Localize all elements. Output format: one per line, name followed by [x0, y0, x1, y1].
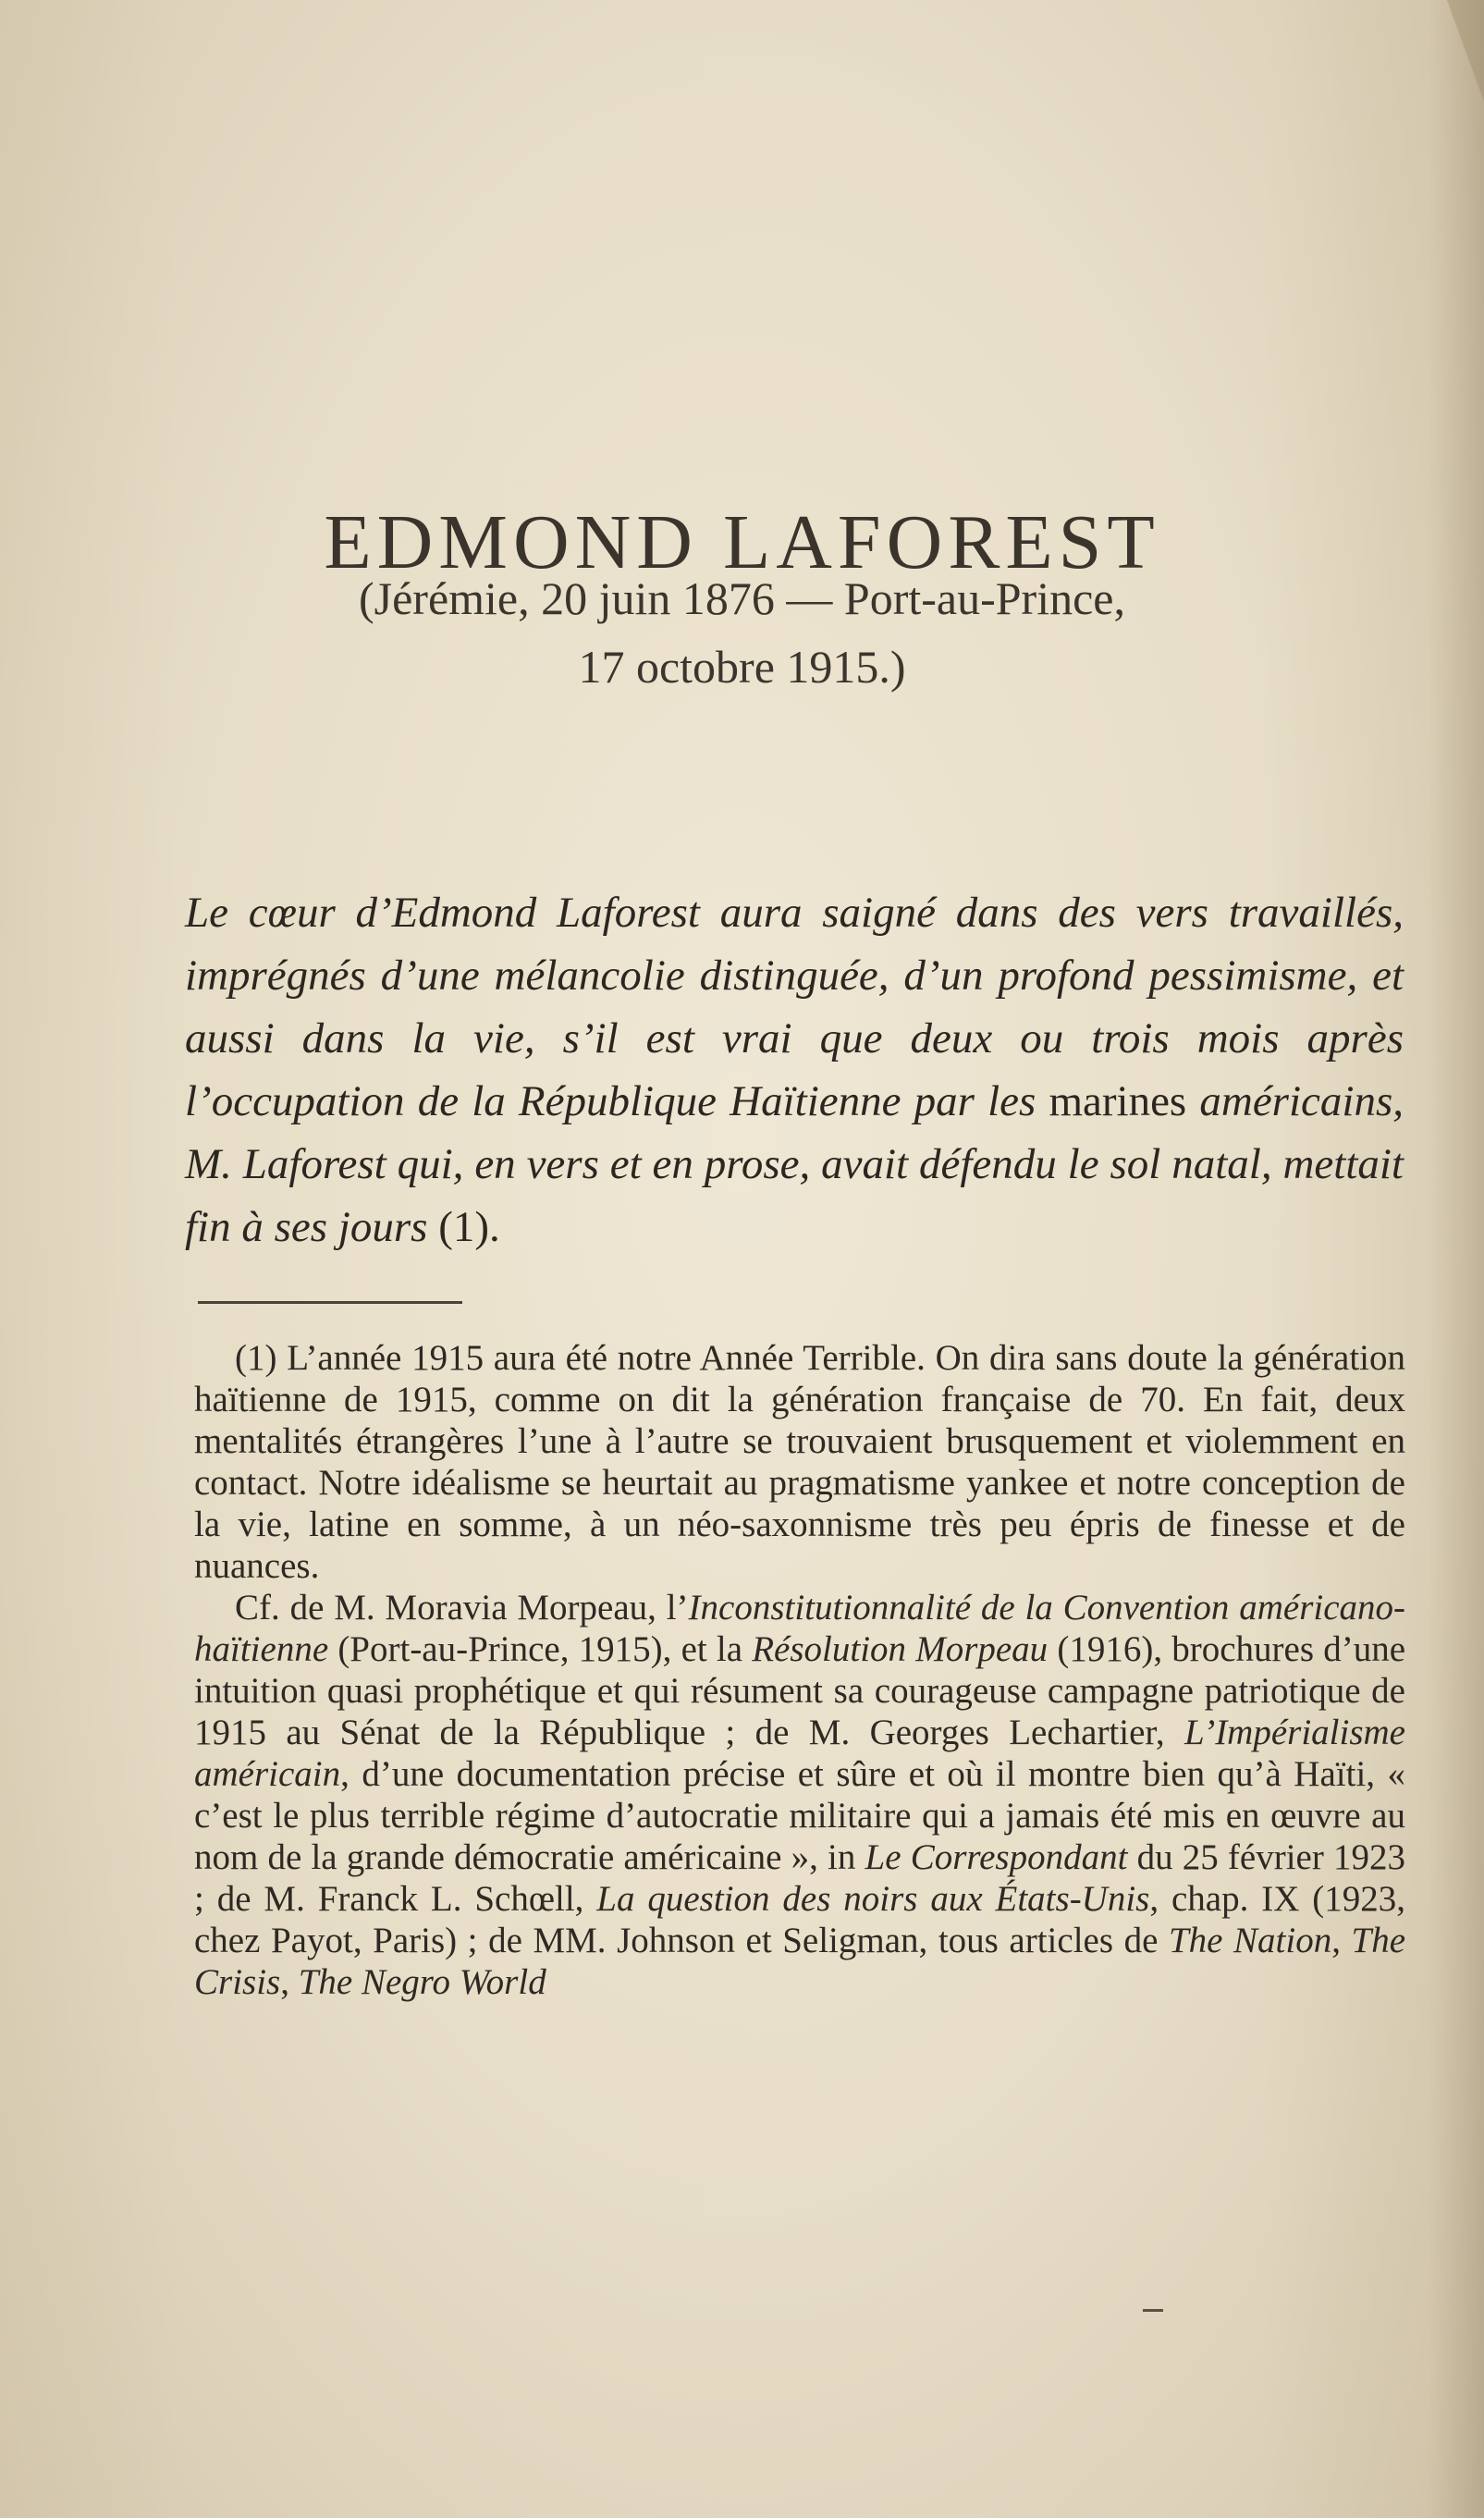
dates-line-2: 17 octobre 1915.) — [578, 641, 906, 693]
footnote-text-1: L’année 1915 aura été notre Année Terrible. On dira sans doute la génération haïtienne de 1915, comme on dit la génération française de 70. En fait, deux mentalités étrangères l’une à l’autre se trouvaient brusquement et violemment en contact. Notre idéalisme se heurtait au pragmatisme yankee et notre conception de la vie, latine en somme, à un néo-saxonnisme très peu épris de finesse et de nuances. — [194, 1338, 1405, 1586]
fn-text: , — [280, 1962, 299, 2002]
corner-fold — [1447, 0, 1484, 102]
fn-text: Cf. de M. Moravia Morpeau, l’ — [235, 1588, 689, 1627]
intro-roman-word: marines — [1049, 1077, 1187, 1125]
page-edge-shadow — [1429, 0, 1484, 2518]
intro-end-punct: . — [489, 1203, 500, 1251]
fn-text: , chap. IX (1923, chez Payot, Paris) ; de MM. Johnson et Seligman, tous articles de — [194, 1879, 1406, 1960]
fn-title-correspondant: Le Correspondant — [865, 1837, 1128, 1877]
dates-line-1: (Jérémie, 20 juin 1876 — Port-au-Prince, — [359, 572, 1125, 624]
continuation-dash — [1143, 2309, 1163, 2312]
footnote — [194, 1337, 1405, 2003]
fn-title-negro-world: The Negro World — [298, 1962, 546, 2002]
intro-paragraph — [185, 881, 1404, 1259]
fn-text: (Port-au-Prince, 1915), et la — [328, 1629, 753, 1669]
fn-text: du 25 février 1923 ; de M. Franck L. Schœll, — [194, 1837, 1405, 1919]
fn-text: , d’une documentation précise et sûre et où il montre bien qu’à Haïti, « c’est le plus terrible régime d’autocratie militaire qui a jamais été mis en œuvre au nom de la grande démocratie américaine », in — [194, 1754, 1405, 1877]
footnote-separator — [198, 1301, 462, 1304]
birth-death-dates — [0, 564, 1484, 701]
fn-title-nation: The Nation — [1168, 1921, 1332, 1960]
footnote-paragraph-2 — [194, 1587, 1405, 2003]
fn-title-convention: Inconstitutionnalité de la Convention américano-haïtienne — [194, 1588, 1406, 1669]
fn-title-resolution: Résolution Morpeau — [752, 1629, 1049, 1669]
intro-text-1: Le cœur d’Edmond Laforest aura saigné dans des vers travaillés, imprégnés d’une mélancolie distinguée, d’un profond pessimisme, et aussi dans la vie, s’il est vrai que deux ou trois mois après l’occupation de la République Haïtienne par les — [185, 889, 1404, 1125]
footnote-marker: (1) — [235, 1338, 277, 1378]
intro-text-2: américains, M. Laforest qui, en vers et en prose, avait défendu le sol natal, mettait fin à ses jours — [185, 1077, 1404, 1251]
fn-title-question-noirs: La question des noirs aux États-Unis — [596, 1879, 1150, 1919]
fn-text: , — [1331, 1921, 1352, 1960]
footnote-reference[interactable]: (1) — [438, 1203, 490, 1251]
fn-text: (1916), brochures d’une intuition quasi prophétique et qui résument sa courageuse campagne patriotique de 1915 au Sénat de la République ; de M. Georges Lechartier, — [194, 1629, 1406, 1752]
fn-title-crisis: The Crisis — [194, 1921, 1406, 2002]
page-title: EDMOND LAFOREST — [324, 499, 1160, 586]
footnote-paragraph-1 — [194, 1337, 1405, 1587]
fn-title-imperialisme: L’Impérialisme américain — [194, 1713, 1405, 1794]
